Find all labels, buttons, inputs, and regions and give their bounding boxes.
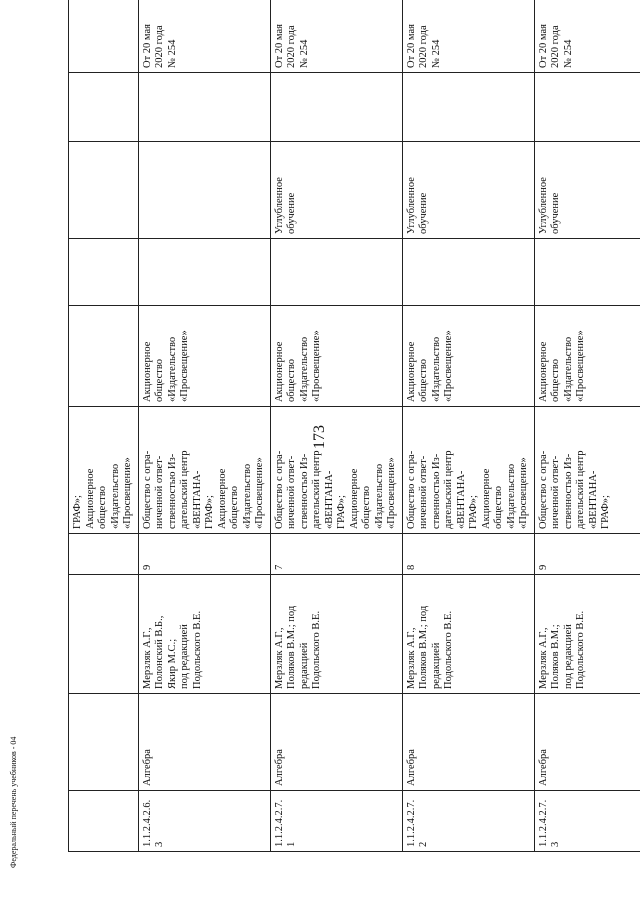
cell-level: Углубленное обучение	[402, 142, 534, 239]
table-row	[534, 0, 640, 852]
cell-authors: Мерзляк А.Г., Поляков В.М.; под редакцией Подольского В.Е.	[270, 575, 402, 694]
page-footer: Федеральный перечень учебников - 04	[9, 736, 18, 868]
cell-publisher: Общество с огра- ниченной ответ- ственностью Из- дательский центр «ВЕНТАНА- ГРАФ»; Акционерное общество «Издательство «Просвещение»	[402, 407, 534, 534]
cell-empty	[534, 239, 640, 306]
cell-subject: Алгебра	[270, 694, 402, 791]
cell-date: От 20 мая 2020 года № 254	[534, 0, 640, 73]
cell-grade: 8	[402, 534, 534, 575]
cell-empty	[402, 239, 534, 306]
cell-publisher: Общество с огра- ниченной ответ- ственностью Из- дательский центр «ВЕНТАНА- ГРАФ»; Акционерное общество «Издательство «Просвещение»	[270, 407, 402, 534]
cell-code: 1.1.2.4.2.7.3	[534, 791, 640, 852]
cell-empty	[270, 73, 402, 142]
cell-authors	[69, 575, 139, 694]
cell-empty	[402, 73, 534, 142]
cell-publisher: Общество с огра- ниченной ответ- ственностью Из- дательский центр «ВЕНТАНА- ГРАФ»;	[534, 407, 640, 534]
cell-empty	[534, 73, 640, 142]
cell-authors: Мерзляк А.Г., Поляков В.М.; под редакцией Подольского В.Е.	[534, 575, 640, 694]
cell-code: 1.1.2.4.2.7.2	[402, 791, 534, 852]
cell-authors: Мерзляк А.Г., Полонский В.Б., Якир М.С.; под редакцией Подольского В.Е.	[138, 575, 270, 694]
cell-publisher: Общество с огра- ниченной ответ- ственностью Из- дательский центр «ВЕНТАНА- ГРАФ»; Акционерное общество «Издательство «Просвещение»	[138, 407, 270, 534]
cell-subject: Алгебра	[534, 694, 640, 791]
cell-publisher2: Акционерное общество «Издательство «Просвещение»	[534, 306, 640, 407]
cell-publisher: ГРАФ»; Акционерное общество «Издательство «Просвещение»	[69, 407, 139, 534]
cell-date: От 20 мая 2020 года № 254	[270, 0, 402, 73]
cell-empty	[69, 239, 139, 306]
table-row	[138, 0, 270, 852]
cell-subject: Алгебра	[138, 694, 270, 791]
cell-grade	[69, 534, 139, 575]
cell-subject	[69, 694, 139, 791]
cell-grade: 9	[534, 534, 640, 575]
cell-code: 1.1.2.4.2.6.3	[138, 791, 270, 852]
cell-date	[69, 0, 139, 73]
cell-code: 1.1.2.4.2.7.1	[270, 791, 402, 852]
cell-date: От 20 мая 2020 года № 254	[402, 0, 534, 73]
cell-empty	[270, 239, 402, 306]
cell-level	[138, 142, 270, 239]
textbook-table-rotated	[68, 22, 611, 852]
cell-grade: 7	[270, 534, 402, 575]
cell-level: Углубленное обучение	[270, 142, 402, 239]
cell-date: От 20 мая 2020 года № 254	[138, 0, 270, 73]
cell-empty	[138, 73, 270, 142]
cell-level: Углубленное обучение	[534, 142, 640, 239]
table-row-continuation	[69, 0, 139, 852]
cell-publisher2: Акционерное общество «Издательство «Просвещение»	[402, 306, 534, 407]
textbook-table	[68, 0, 640, 852]
cell-level	[69, 142, 139, 239]
cell-publisher2: Акционерное общество «Издательство «Просвещение»	[270, 306, 402, 407]
cell-code	[69, 791, 139, 852]
cell-publisher2: Акционерное общество «Издательство «Просвещение»	[138, 306, 270, 407]
cell-subject: Алгебра	[402, 694, 534, 791]
cell-publisher2	[69, 306, 139, 407]
page-number: 173	[311, 425, 328, 449]
cell-empty	[69, 73, 139, 142]
cell-grade: 9	[138, 534, 270, 575]
table-row	[270, 0, 402, 852]
cell-empty	[138, 239, 270, 306]
table-row	[402, 0, 534, 852]
cell-authors: Мерзляк А.Г., Поляков В.М.; под редакцией Подольского В.Е.	[402, 575, 534, 694]
